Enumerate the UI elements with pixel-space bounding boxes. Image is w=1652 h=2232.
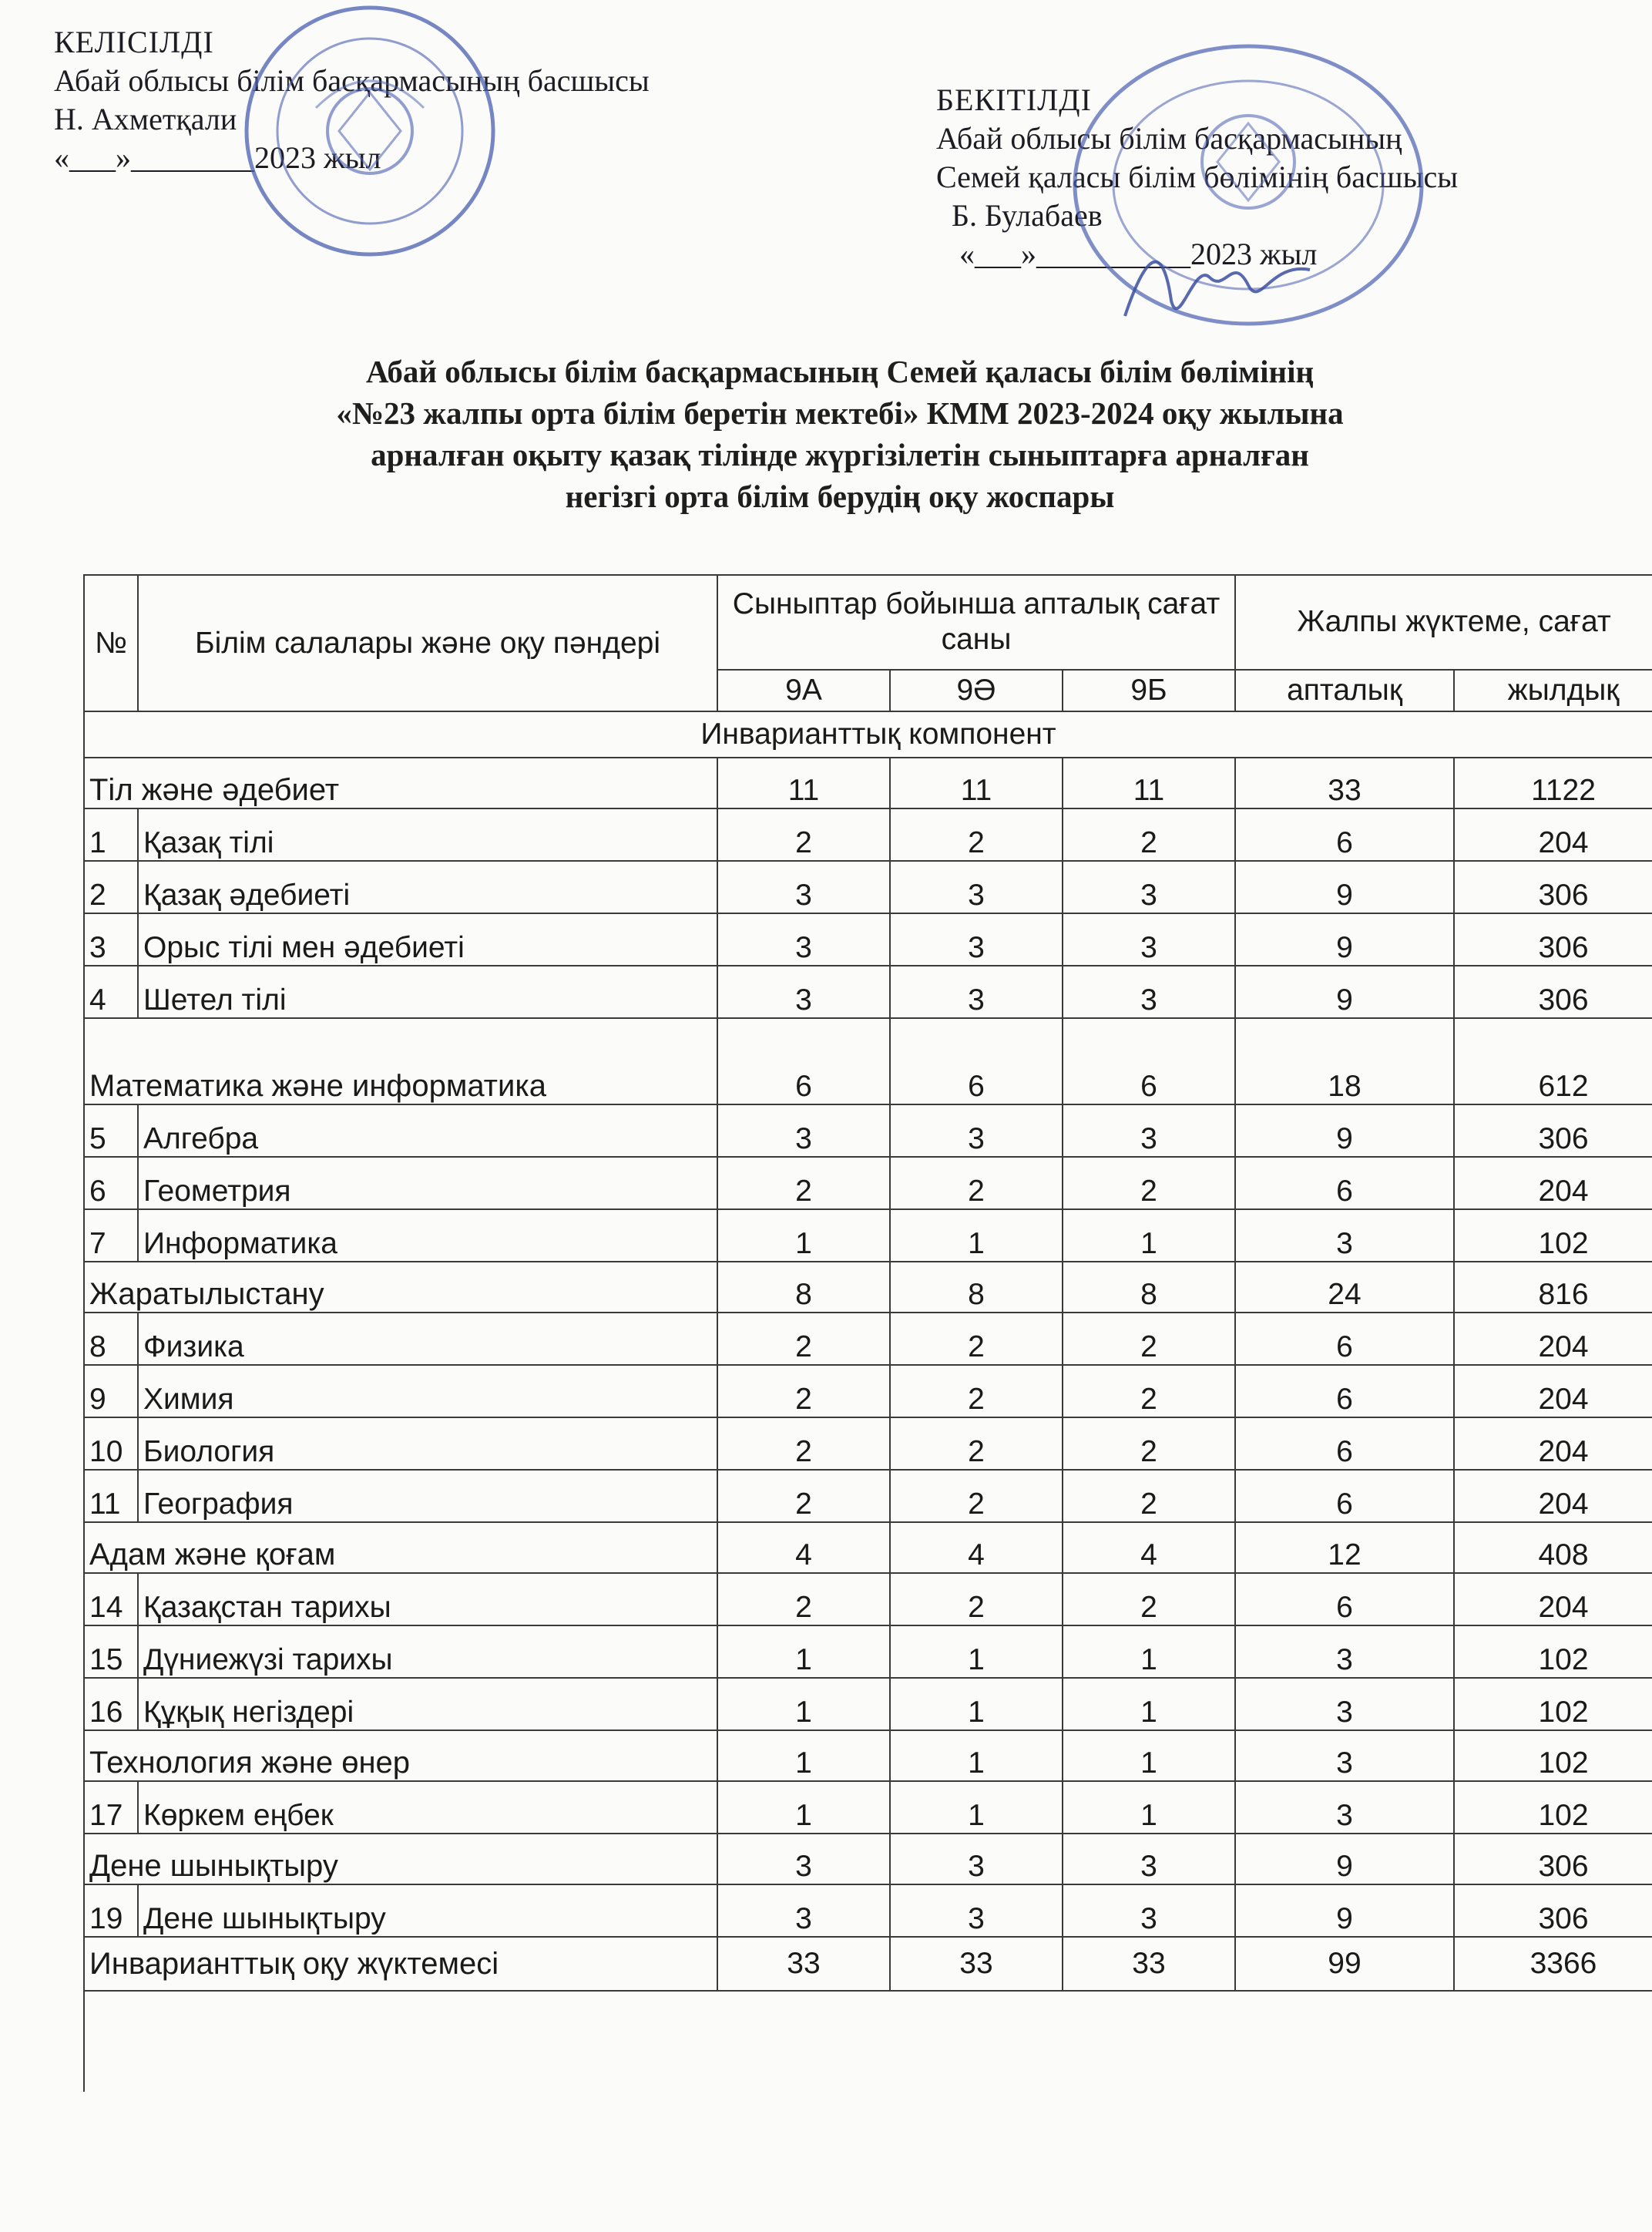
subject-value: 3 <box>1235 1209 1454 1262</box>
subject-value: 3 <box>890 966 1063 1018</box>
subject-row <box>84 1884 1652 1937</box>
group-name: Дене шынықтыру <box>84 1834 717 1884</box>
subject-row <box>84 1625 1652 1678</box>
subject-name: Дене шынықтыру <box>138 1884 717 1937</box>
header-subjects: Білім салалары және оқу пәндері <box>138 575 717 711</box>
group-value: 3 <box>890 1834 1063 1884</box>
total-value: 33 <box>1063 1937 1235 1991</box>
title-line: «№23 жалпы орта білім беретін мектебі» КММ 2023-2024 оқу жылына <box>336 395 1344 431</box>
header-weekly: апталық <box>1235 670 1454 711</box>
subject-value: 2 <box>717 1573 890 1625</box>
subject-value: 102 <box>1454 1209 1652 1262</box>
subject-num: 14 <box>84 1573 138 1625</box>
subject-value: 2 <box>717 808 890 861</box>
subject-num: 17 <box>84 1781 138 1834</box>
group-value: 6 <box>717 1018 890 1104</box>
header-total-load: Жалпы жүктеме, сағат <box>1235 575 1652 670</box>
subject-value: 204 <box>1454 1157 1652 1209</box>
group-value: 1 <box>1063 1730 1235 1781</box>
group-name: Математика және информатика <box>84 1018 717 1104</box>
subject-value: 3 <box>717 913 890 966</box>
subject-value: 9 <box>1235 1104 1454 1157</box>
subject-name: Құқық негіздері <box>138 1678 717 1730</box>
subject-value: 306 <box>1454 1104 1652 1157</box>
subject-num: 10 <box>84 1417 138 1470</box>
subject-value: 2 <box>890 808 1063 861</box>
group-value: 4 <box>1063 1522 1235 1573</box>
subject-row <box>84 808 1652 861</box>
header-class: 9Б <box>1063 670 1235 711</box>
total-name: Инварианттық оқу жүктемесі <box>84 1937 717 1991</box>
subject-value: 3 <box>1063 966 1235 1018</box>
group-value: 33 <box>1235 758 1454 808</box>
approval-person: Б. Булабаев <box>952 198 1103 233</box>
header-num: № <box>84 575 138 711</box>
total-value: 33 <box>890 1937 1063 1991</box>
group-value: 18 <box>1235 1018 1454 1104</box>
subject-value: 6 <box>1235 1313 1454 1365</box>
subject-value: 9 <box>1235 1884 1454 1937</box>
subject-value: 102 <box>1454 1625 1652 1678</box>
total-value: 33 <box>717 1937 890 1991</box>
subject-value: 3 <box>1235 1678 1454 1730</box>
group-value: 8 <box>890 1262 1063 1313</box>
subject-value: 1 <box>890 1781 1063 1834</box>
subject-value: 102 <box>1454 1781 1652 1834</box>
subject-value: 306 <box>1454 861 1652 913</box>
subject-value: 3 <box>1063 913 1235 966</box>
subject-num: 8 <box>84 1313 138 1365</box>
group-value: 6 <box>1063 1018 1235 1104</box>
subject-value: 9 <box>1235 913 1454 966</box>
title-line: негізгі орта білім берудің оқу жоспары <box>565 479 1115 514</box>
group-value: 408 <box>1454 1522 1652 1573</box>
group-value: 24 <box>1235 1262 1454 1313</box>
subject-row <box>84 1573 1652 1625</box>
subject-num: 16 <box>84 1678 138 1730</box>
table-tail <box>84 1991 1652 2092</box>
subject-value: 2 <box>890 1313 1063 1365</box>
total-value: 99 <box>1235 1937 1454 1991</box>
group-value: 8 <box>1063 1262 1235 1313</box>
subject-name: Химия <box>138 1365 717 1417</box>
subject-value: 2 <box>1063 1157 1235 1209</box>
group-value: 3 <box>1063 1834 1235 1884</box>
group-value: 816 <box>1454 1262 1652 1313</box>
approval-person: Н. Ахметқали <box>54 102 237 136</box>
subject-value: 2 <box>717 1157 890 1209</box>
subject-value: 6 <box>1235 1157 1454 1209</box>
subject-value: 2 <box>717 1313 890 1365</box>
subject-value: 1 <box>890 1678 1063 1730</box>
subject-num: 11 <box>84 1470 138 1522</box>
subject-row <box>84 1678 1652 1730</box>
subject-value: 204 <box>1454 1313 1652 1365</box>
subject-value: 2 <box>890 1573 1063 1625</box>
group-row <box>84 758 1652 808</box>
subject-name: Информатика <box>138 1209 717 1262</box>
group-value: 6 <box>890 1018 1063 1104</box>
subject-value: 1 <box>890 1209 1063 1262</box>
approval-heading: БЕКІТІЛДІ <box>936 82 1092 117</box>
subject-value: 6 <box>1235 1417 1454 1470</box>
approval-date: «___»________2023 жыл <box>54 140 381 175</box>
subject-value: 1 <box>890 1625 1063 1678</box>
subject-value: 3 <box>1063 861 1235 913</box>
group-value: 4 <box>890 1522 1063 1573</box>
subject-value: 9 <box>1235 861 1454 913</box>
total-row <box>84 1937 1652 1991</box>
subject-value: 204 <box>1454 1573 1652 1625</box>
group-value: 3 <box>1235 1730 1454 1781</box>
group-value: 612 <box>1454 1018 1652 1104</box>
subject-value: 3 <box>890 913 1063 966</box>
subject-num: 9 <box>84 1365 138 1417</box>
subject-num: 19 <box>84 1884 138 1937</box>
approval-date: «___»__________2023 жыл <box>959 237 1318 271</box>
approval-heading: КЕЛІСІЛДІ <box>54 25 214 59</box>
subject-value: 306 <box>1454 913 1652 966</box>
group-value: 11 <box>717 758 890 808</box>
header-weekly-by-class: Сыныптар бойынша апталық сағат саны <box>717 575 1235 670</box>
subject-value: 1 <box>1063 1678 1235 1730</box>
subject-value: 6 <box>1235 1573 1454 1625</box>
subject-num: 2 <box>84 861 138 913</box>
total-value: 3366 <box>1454 1937 1652 1991</box>
group-value: 11 <box>890 758 1063 808</box>
subject-num: 7 <box>84 1209 138 1262</box>
subject-row <box>84 861 1652 913</box>
subject-value: 3 <box>717 1884 890 1937</box>
group-value: 1 <box>890 1730 1063 1781</box>
subject-value: 2 <box>717 1417 890 1470</box>
group-row <box>84 1522 1652 1573</box>
subject-value: 2 <box>717 1470 890 1522</box>
subject-name: Қазақ тілі <box>138 808 717 861</box>
subject-num: 5 <box>84 1104 138 1157</box>
group-value: 102 <box>1454 1730 1652 1781</box>
subject-value: 102 <box>1454 1678 1652 1730</box>
group-name: Адам және қоғам <box>84 1522 717 1573</box>
header-yearly: жылдық <box>1454 670 1652 711</box>
group-value: 3 <box>717 1834 890 1884</box>
subject-row <box>84 1104 1652 1157</box>
subject-row <box>84 1209 1652 1262</box>
group-value: 306 <box>1454 1834 1652 1884</box>
subject-value: 6 <box>1235 1365 1454 1417</box>
group-name: Жаратылыстану <box>84 1262 717 1313</box>
subject-name: Физика <box>138 1313 717 1365</box>
subject-name: География <box>138 1470 717 1522</box>
subject-name: Қазақ әдебиеті <box>138 861 717 913</box>
document-title <box>193 351 1487 517</box>
subject-value: 306 <box>1454 1884 1652 1937</box>
subject-num: 3 <box>84 913 138 966</box>
approval-position: Абай облысы білім басқармасының басшысы <box>54 63 650 98</box>
group-value: 1 <box>717 1730 890 1781</box>
subject-value: 9 <box>1235 966 1454 1018</box>
subject-value: 1 <box>717 1781 890 1834</box>
title-line: арналған оқыту қазақ тілінде жүргізілетін сыныптарға арналған <box>371 437 1309 472</box>
subject-row <box>84 913 1652 966</box>
header-class: 9Ә <box>890 670 1063 711</box>
subject-value: 2 <box>717 1365 890 1417</box>
subject-value: 2 <box>1063 1313 1235 1365</box>
subject-value: 1 <box>717 1625 890 1678</box>
subject-value: 204 <box>1454 1365 1652 1417</box>
group-value: 12 <box>1235 1522 1454 1573</box>
group-value: 9 <box>1235 1834 1454 1884</box>
approval-position: Семей қаласы білім бөлімінің басшысы <box>936 160 1459 194</box>
subject-value: 3 <box>717 861 890 913</box>
subject-name: Қазақстан тарихы <box>138 1573 717 1625</box>
subject-value: 204 <box>1454 1470 1652 1522</box>
official-seal-icon <box>231 0 509 277</box>
subject-num: 1 <box>84 808 138 861</box>
subject-value: 1 <box>1063 1209 1235 1262</box>
approval-position: Абай облысы білім басқармасының <box>936 121 1402 156</box>
subject-row <box>84 1365 1652 1417</box>
subject-value: 1 <box>717 1209 890 1262</box>
subject-value: 2 <box>1063 1365 1235 1417</box>
table-tail-cell <box>84 1991 1652 2092</box>
subject-name: Көркем еңбек <box>138 1781 717 1834</box>
subject-value: 3 <box>890 1884 1063 1937</box>
subject-row <box>84 1157 1652 1209</box>
group-name: Технология және өнер <box>84 1730 717 1781</box>
subject-name: Геометрия <box>138 1157 717 1209</box>
section-label: Инварианттық компонент <box>84 711 1652 758</box>
subject-value: 2 <box>890 1417 1063 1470</box>
group-row <box>84 1262 1652 1313</box>
subject-value: 3 <box>1063 1104 1235 1157</box>
group-value: 8 <box>717 1262 890 1313</box>
subject-value: 1 <box>1063 1625 1235 1678</box>
subject-value: 2 <box>1063 1470 1235 1522</box>
subject-value: 6 <box>1235 808 1454 861</box>
group-row <box>84 1018 1652 1104</box>
subject-name: Алгебра <box>138 1104 717 1157</box>
group-value: 11 <box>1063 758 1235 808</box>
subject-num: 15 <box>84 1625 138 1678</box>
subject-value: 3 <box>890 1104 1063 1157</box>
subject-value: 2 <box>890 1470 1063 1522</box>
subject-value: 3 <box>717 966 890 1018</box>
subject-value: 3 <box>717 1104 890 1157</box>
subject-name: Дүниежүзі тарихы <box>138 1625 717 1678</box>
title-line: Абай облысы білім басқармасының Семей қаласы білім бөлімінің <box>365 354 1315 389</box>
subject-num: 6 <box>84 1157 138 1209</box>
subject-value: 2 <box>890 1365 1063 1417</box>
signature-icon <box>1117 231 1318 339</box>
subject-value: 306 <box>1454 966 1652 1018</box>
subject-value: 204 <box>1454 1417 1652 1470</box>
subject-row <box>84 966 1652 1018</box>
subject-row <box>84 1781 1652 1834</box>
subject-value: 1 <box>717 1678 890 1730</box>
group-row <box>84 1730 1652 1781</box>
header-class: 9А <box>717 670 890 711</box>
subject-value: 6 <box>1235 1470 1454 1522</box>
subject-value: 3 <box>1235 1625 1454 1678</box>
subject-value: 3 <box>1063 1884 1235 1937</box>
subject-value: 2 <box>1063 1417 1235 1470</box>
subject-value: 3 <box>1235 1781 1454 1834</box>
subject-value: 2 <box>1063 808 1235 861</box>
group-row <box>84 1834 1652 1884</box>
subject-value: 2 <box>890 1157 1063 1209</box>
subject-value: 3 <box>890 861 1063 913</box>
subject-value: 1 <box>1063 1781 1235 1834</box>
subject-name: Биология <box>138 1417 717 1470</box>
subject-value: 204 <box>1454 808 1652 861</box>
group-name: Тіл және әдебиет <box>84 758 717 808</box>
subject-row <box>84 1417 1652 1470</box>
subject-name: Шетел тілі <box>138 966 717 1018</box>
table-body <box>84 711 1652 2092</box>
curriculum-table <box>83 574 1652 2092</box>
group-value: 4 <box>717 1522 890 1573</box>
subject-name: Орыс тілі мен әдебиеті <box>138 913 717 966</box>
subject-num: 4 <box>84 966 138 1018</box>
group-value: 1122 <box>1454 758 1652 808</box>
subject-row <box>84 1313 1652 1365</box>
subject-row <box>84 1470 1652 1522</box>
subject-value: 2 <box>1063 1573 1235 1625</box>
